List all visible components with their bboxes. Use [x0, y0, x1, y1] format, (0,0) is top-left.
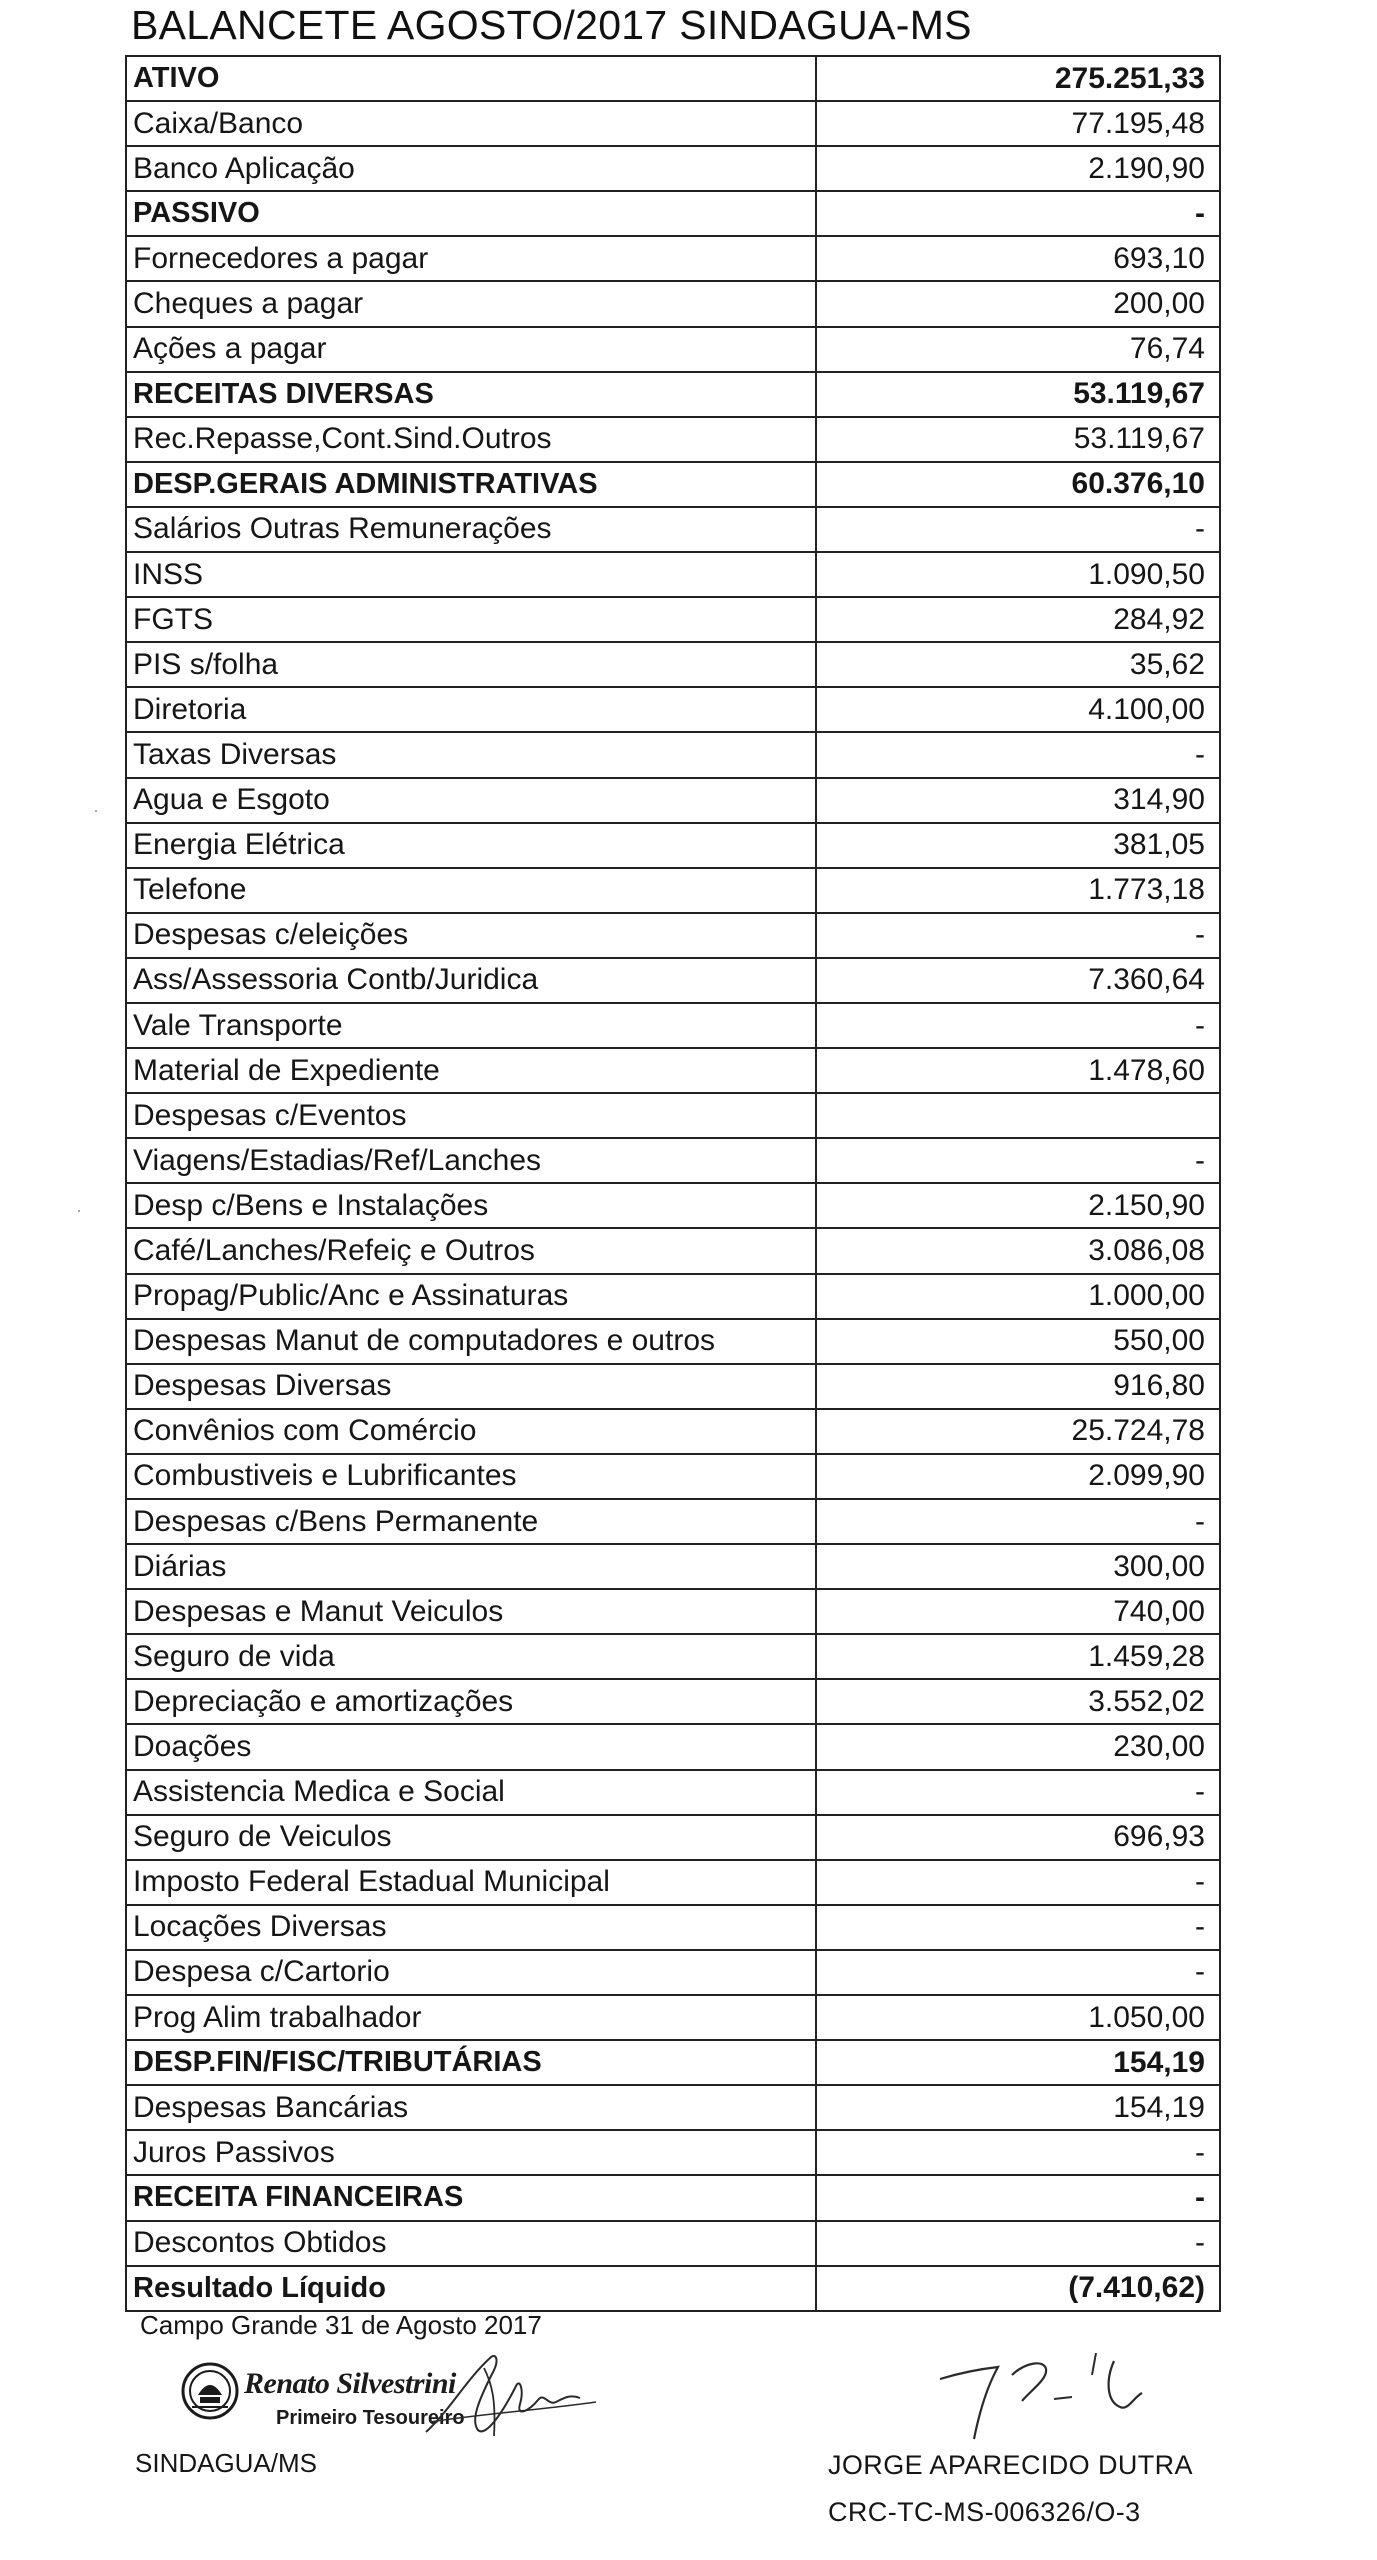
account-value: -	[1195, 2180, 1205, 2214]
account-label: ATIVO	[127, 57, 817, 100]
account-value: 1.478,60	[1088, 1053, 1205, 1087]
balance-sheet-table	[125, 55, 1221, 2312]
account-label: Despesas e Manut Veiculos	[127, 1590, 817, 1633]
ledger-row	[127, 1904, 1219, 1949]
account-value: 1.050,00	[1088, 2000, 1205, 2034]
section-row	[127, 190, 1219, 235]
accountant-signature	[920, 2335, 1160, 2445]
account-label: Doações	[127, 1725, 817, 1768]
account-label: Desp c/Bens e Instalações	[127, 1184, 817, 1227]
account-value: 77.195,48	[1071, 106, 1205, 140]
account-value: 3.552,02	[1088, 1684, 1205, 1718]
place-date: Campo Grande 31 de Agosto 2017	[140, 2310, 542, 2340]
account-value: 1.090,50	[1088, 557, 1205, 591]
document-title: BALANCETE AGOSTO/2017 SINDAGUA-MS	[131, 2, 972, 48]
ledger-row	[127, 1723, 1219, 1768]
account-label: Despesas Manut de computadores e outros	[127, 1320, 817, 1363]
account-label: Café/Lanches/Refeiç e Outros	[127, 1229, 817, 1272]
ledger-row	[127, 416, 1219, 461]
account-label: Seguro de vida	[127, 1635, 817, 1678]
account-value: 740,00	[1113, 1594, 1205, 1628]
account-label: RECEITAS DIVERSAS	[127, 373, 817, 416]
account-value: 154,19	[1113, 2045, 1205, 2079]
account-label: Fornecedores a pagar	[127, 237, 817, 280]
section-row	[127, 461, 1219, 506]
ledger-row	[127, 1273, 1219, 1318]
account-label: Salários Outras Remunerações	[127, 508, 817, 551]
ledger-row	[127, 1047, 1219, 1092]
section-row	[127, 2039, 1219, 2084]
scan-speck	[78, 1210, 80, 1212]
account-value: 76,74	[1129, 332, 1205, 366]
account-label: Despesas Diversas	[127, 1365, 817, 1408]
account-label: Cheques a pagar	[127, 282, 817, 325]
ledger-row	[127, 1814, 1219, 1859]
ledger-row	[127, 2129, 1219, 2174]
accountant-registration: CRC-TC-MS-006326/O-3	[828, 2497, 1141, 2527]
ledger-row	[127, 1678, 1219, 1723]
account-label: Energia Elétrica	[127, 824, 817, 867]
ledger-row	[127, 1453, 1219, 1498]
account-value: (7.410,62)	[1068, 2271, 1205, 2305]
ledger-row	[127, 1543, 1219, 1588]
ledger-row	[127, 326, 1219, 371]
ledger-row	[127, 1092, 1219, 1137]
account-label: Diretoria	[127, 688, 817, 731]
account-value: 1.459,28	[1088, 1639, 1205, 1673]
ledger-row	[127, 731, 1219, 776]
ledger-row	[127, 777, 1219, 822]
account-value: -	[1195, 1865, 1205, 1899]
account-label: Locações Diversas	[127, 1906, 817, 1949]
account-value: -	[1195, 1955, 1205, 1989]
union-seal-icon	[180, 2361, 240, 2421]
account-label: FGTS	[127, 598, 817, 641]
section-row	[127, 55, 1219, 100]
account-label: Vale Transporte	[127, 1004, 817, 1047]
account-value: 7.360,64	[1088, 963, 1205, 997]
ledger-row	[127, 1769, 1219, 1814]
account-label: INSS	[127, 553, 817, 596]
account-value: 1.773,18	[1088, 873, 1205, 907]
account-label: PASSIVO	[127, 192, 817, 235]
account-value: -	[1195, 1775, 1205, 1809]
account-value: 314,90	[1113, 783, 1205, 817]
ledger-row	[127, 100, 1219, 145]
account-value: 300,00	[1113, 1549, 1205, 1583]
account-label: Prog Alim trabalhador	[127, 1996, 817, 2039]
account-label: Telefone	[127, 869, 817, 912]
account-value: 2.150,90	[1088, 1188, 1205, 1222]
account-label: Propag/Public/Anc e Assinaturas	[127, 1275, 817, 1318]
ledger-row	[127, 1408, 1219, 1453]
account-label: Rec.Repasse,Cont.Sind.Outros	[127, 418, 817, 461]
ledger-row	[127, 506, 1219, 551]
account-value: 25.724,78	[1071, 1414, 1205, 1448]
account-value: -	[1195, 1910, 1205, 1944]
ledger-row	[127, 1002, 1219, 1047]
ledger-row	[127, 1227, 1219, 1272]
stamp-role: Primeiro Tesoureiro	[276, 2407, 465, 2429]
ledger-row	[127, 1182, 1219, 1227]
section-row	[127, 2265, 1219, 2310]
ledger-row	[127, 912, 1219, 957]
account-label: Despesas c/Eventos	[127, 1094, 817, 1137]
account-value: -	[1195, 1504, 1205, 1538]
account-label: Imposto Federal Estadual Municipal	[127, 1861, 817, 1904]
section-row	[127, 2174, 1219, 2219]
account-value: -	[1195, 1143, 1205, 1177]
account-value: 696,93	[1113, 1820, 1205, 1854]
account-value: -	[1195, 512, 1205, 546]
ledger-row	[127, 957, 1219, 1002]
account-label: Ações a pagar	[127, 328, 817, 371]
account-label: Despesas c/Bens Permanente	[127, 1500, 817, 1543]
account-label: Descontos Obtidos	[127, 2222, 817, 2265]
account-label: Viagens/Estadias/Ref/Lanches	[127, 1139, 817, 1182]
ledger-row	[127, 1498, 1219, 1543]
account-value: 4.100,00	[1088, 692, 1205, 726]
ledger-row	[127, 1588, 1219, 1633]
ledger-row	[127, 145, 1219, 190]
account-value: 3.086,08	[1088, 1233, 1205, 1267]
accountant-name: JORGE APARECIDO DUTRA	[828, 2450, 1193, 2480]
account-value: 693,10	[1113, 241, 1205, 275]
ledger-row	[127, 641, 1219, 686]
account-label: Seguro de Veiculos	[127, 1816, 817, 1859]
account-label: Depreciação e amortizações	[127, 1680, 817, 1723]
section-row	[127, 371, 1219, 416]
account-value: 200,00	[1113, 287, 1205, 321]
ledger-row	[127, 551, 1219, 596]
ledger-row	[127, 1363, 1219, 1408]
account-value: 230,00	[1113, 1730, 1205, 1764]
ledger-row	[127, 1137, 1219, 1182]
account-value: 60.376,10	[1071, 467, 1205, 501]
ledger-row	[127, 822, 1219, 867]
ledger-row	[127, 1994, 1219, 2039]
account-value	[817, 1094, 1219, 1137]
stamp-name: Renato Silvestrini	[244, 2367, 456, 2400]
account-label: Despesa c/Cartorio	[127, 1951, 817, 1994]
account-label: Assistencia Medica e Social	[127, 1771, 817, 1814]
ledger-row	[127, 2084, 1219, 2129]
ledger-row	[127, 1318, 1219, 1363]
account-label: DESP.FIN/FISC/TRIBUTÁRIAS	[127, 2041, 817, 2084]
account-label: Agua e Esgoto	[127, 779, 817, 822]
account-label: Despesas Bancárias	[127, 2086, 817, 2129]
account-value: 1.000,00	[1088, 1279, 1205, 1313]
scan-speck	[95, 810, 97, 812]
account-label: RECEITA FINANCEIRAS	[127, 2176, 817, 2219]
ledger-row	[127, 280, 1219, 325]
account-value: 916,80	[1113, 1369, 1205, 1403]
account-value: 550,00	[1113, 1324, 1205, 1358]
account-label: PIS s/folha	[127, 643, 817, 686]
account-value: 2.190,90	[1088, 151, 1205, 185]
account-value: -	[1195, 737, 1205, 771]
account-label: DESP.GERAIS ADMINISTRATIVAS	[127, 463, 817, 506]
account-label: Resultado Líquido	[127, 2267, 817, 2310]
account-label: Caixa/Banco	[127, 102, 817, 145]
account-value: -	[1195, 2135, 1205, 2169]
account-value: 53.119,67	[1073, 422, 1205, 456]
account-label: Juros Passivos	[127, 2131, 817, 2174]
account-value: -	[1195, 1008, 1205, 1042]
ledger-row	[127, 686, 1219, 731]
ledger-row	[127, 596, 1219, 641]
organization-name: SINDAGUA/MS	[135, 2448, 318, 2478]
account-label: Taxas Diversas	[127, 733, 817, 776]
account-value: 53.119,67	[1073, 377, 1205, 411]
account-value: 381,05	[1113, 828, 1205, 862]
ledger-row	[127, 1859, 1219, 1904]
account-value: -	[1195, 2226, 1205, 2260]
account-value: -	[1195, 196, 1205, 230]
treasurer-signature	[420, 2340, 600, 2450]
account-label: Diárias	[127, 1545, 817, 1588]
account-label: Banco Aplicação	[127, 147, 817, 190]
account-label: Despesas c/eleições	[127, 914, 817, 957]
ledger-row	[127, 867, 1219, 912]
account-label: Convênios com Comércio	[127, 1410, 817, 1453]
ledger-row	[127, 1949, 1219, 1994]
account-label: Combustiveis e Lubrificantes	[127, 1455, 817, 1498]
ledger-row	[127, 235, 1219, 280]
account-value: 284,92	[1113, 602, 1205, 636]
ledger-row	[127, 2220, 1219, 2265]
account-label: Ass/Assessoria Contb/Juridica	[127, 959, 817, 1002]
account-value: 275.251,33	[1054, 61, 1205, 95]
account-label: Material de Expediente	[127, 1049, 817, 1092]
account-value: 35,62	[1129, 647, 1205, 681]
account-value: -	[1195, 918, 1205, 952]
ledger-row	[127, 1633, 1219, 1678]
account-value: 2.099,90	[1088, 1459, 1205, 1493]
account-value: 154,19	[1113, 2090, 1205, 2124]
